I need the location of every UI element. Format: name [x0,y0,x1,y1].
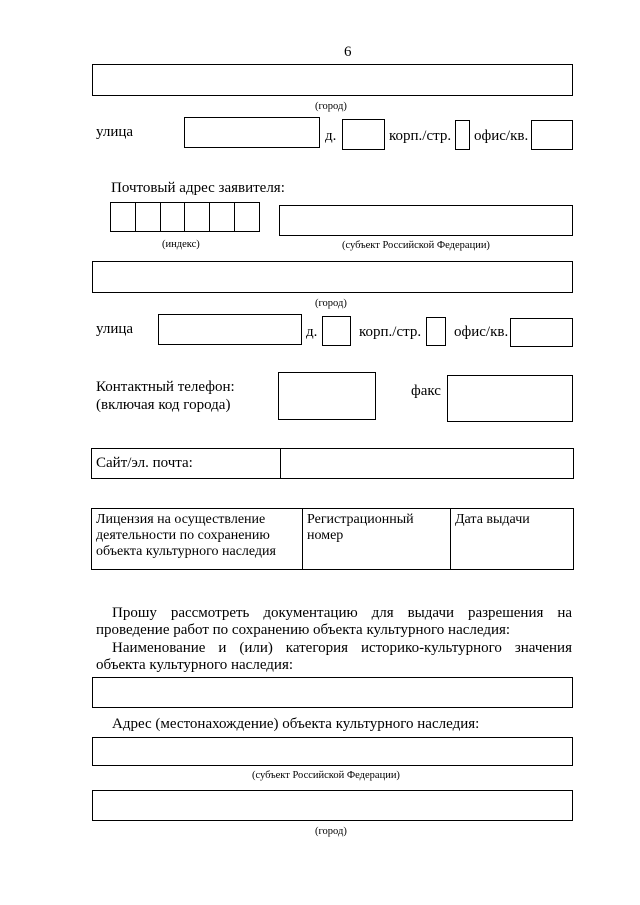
request-line-2-text: проведение работ по сохранению объекта культурного наследия: [96,622,511,638]
building-label-1: корп./стр. [389,128,452,144]
object-location-label: Адрес (местонахождение) объекта культурного наследия: [112,716,480,732]
license-label-line: деятельности по сохранению [96,528,270,543]
house-field-2[interactable] [322,316,351,346]
house-label-2: д. [306,324,318,340]
street-field-1[interactable] [184,117,320,148]
request-line-1-text: Прошу рассмотреть документацию для выдачи разрешения на [112,605,572,621]
street-label-1: улица [96,124,134,140]
subject-field-1[interactable] [279,205,573,236]
fax-label: факс [411,383,441,399]
city-caption-3: (город) [315,826,347,837]
reg-number-label-line: Регистрационный [307,512,414,527]
subject-caption-1: (субъект Российской Федерации) [342,240,490,251]
license-label-line: объекта культурного наследия [96,544,276,559]
object-name-line-1 [96,640,572,657]
request-line-2 [96,622,572,639]
issue-date-label: Дата выдачи [455,512,530,527]
page-number: 6 [344,44,352,60]
house-field-1[interactable] [342,119,385,150]
license-table [91,508,574,570]
subject-field-2[interactable] [92,737,573,766]
postal-address-label: Почтовый адрес заявителя: [111,180,285,196]
phone-label: Контактный телефон: [96,379,235,395]
license-label-line: Лицензия на осуществление [96,512,266,527]
index-cell[interactable] [210,203,235,231]
site-email-label: Сайт/эл. почта: [92,449,281,479]
city-caption-2: (город) [315,298,347,309]
street-label-2: улица [96,321,134,337]
index-cell[interactable] [161,203,186,231]
postal-index-field[interactable] [110,202,260,232]
object-name-line-1-text: Наименование и (или) категория историко-культурного значения [112,640,572,656]
office-label-1: офис/кв. [474,128,529,144]
reg-number-cell[interactable] [303,509,451,570]
reg-number-label-line: номер [307,528,344,543]
city-field-3[interactable] [92,790,573,821]
object-name-line-2-text: объекта культурного наследия: [96,657,294,673]
city-field-1[interactable] [92,64,573,96]
license-cell [92,509,303,570]
building-field-2[interactable] [426,317,446,346]
object-name-line-2 [96,657,572,674]
index-cell[interactable] [235,203,259,231]
object-name-field[interactable] [92,677,573,708]
fax-field[interactable] [447,375,573,422]
street-field-2[interactable] [158,314,302,345]
office-label-2: офис/кв. [454,324,509,340]
issue-date-cell[interactable] [451,509,574,570]
index-cell[interactable] [185,203,210,231]
request-line-1 [96,605,572,622]
phone-field[interactable] [278,372,376,420]
city-field-2[interactable] [92,261,573,293]
subject-caption-2: (субъект Российской Федерации) [252,770,400,781]
index-caption: (индекс) [162,239,200,250]
phone-label-note: (включая код города) [96,397,231,413]
building-field-1[interactable] [455,120,470,150]
building-label-2: корп./стр. [359,324,422,340]
index-cell[interactable] [111,203,136,231]
site-email-row [91,448,574,479]
office-field-1[interactable] [531,120,573,150]
city-caption-1: (город) [315,101,347,112]
index-cell[interactable] [136,203,161,231]
house-label-1: д. [325,128,337,144]
office-field-2[interactable] [510,318,573,347]
site-email-field[interactable] [281,449,574,479]
